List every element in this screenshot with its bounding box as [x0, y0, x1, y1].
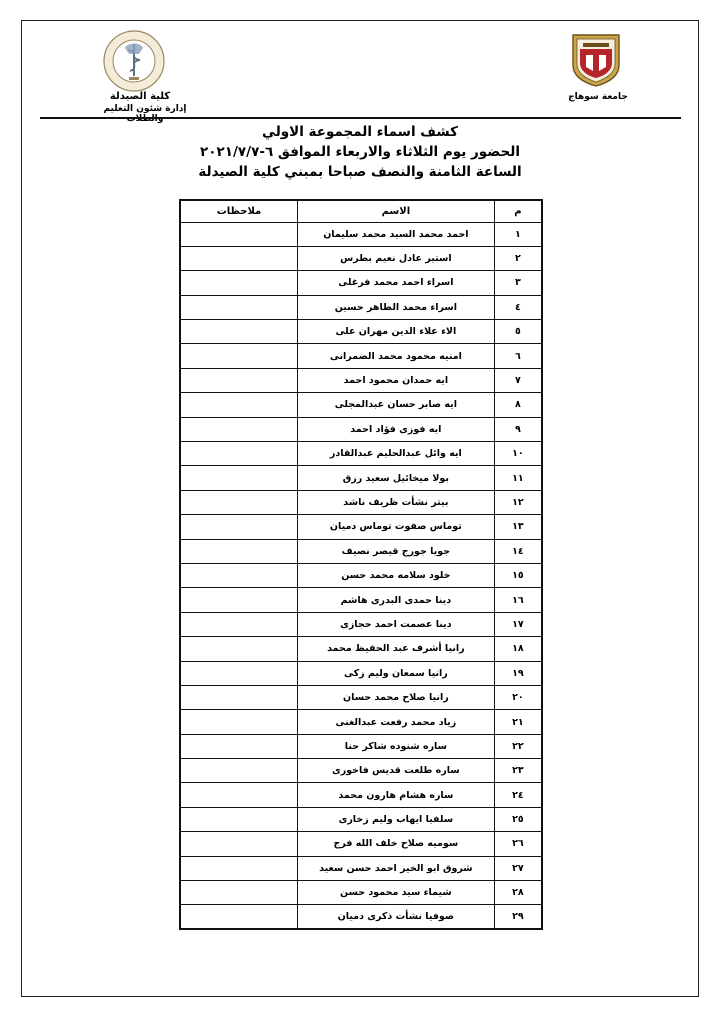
- row-number: ٢٩: [494, 905, 542, 929]
- table-row: [180, 246, 542, 270]
- notes-cell: [180, 710, 297, 734]
- university-name: جامعة سوهاج: [568, 92, 628, 102]
- notes-cell: [180, 588, 297, 612]
- student-name: دينا عصمت احمد حجازى: [297, 612, 494, 636]
- table-row: [180, 442, 542, 466]
- notes-cell: [180, 442, 297, 466]
- student-name: احمد محمد السيد محمد سليمان: [297, 222, 494, 246]
- row-number: ٢٠: [494, 685, 542, 709]
- notes-cell: [180, 807, 297, 831]
- table-row: [180, 832, 542, 856]
- table-row: [180, 466, 542, 490]
- row-number: ٤: [494, 295, 542, 319]
- table-row: [180, 539, 542, 563]
- table-row: [180, 417, 542, 441]
- row-number: ١٠: [494, 442, 542, 466]
- notes-cell: [180, 832, 297, 856]
- row-number: ٢٤: [494, 783, 542, 807]
- table-row: [180, 710, 542, 734]
- row-number: ٩: [494, 417, 542, 441]
- table-row: [180, 759, 542, 783]
- row-number: ١: [494, 222, 542, 246]
- student-name: ايه وائل عبدالحليم عبدالقادر: [297, 442, 494, 466]
- table-row: [180, 490, 542, 514]
- notes-cell: [180, 490, 297, 514]
- student-name: ايه فوزى فؤاد احمد: [297, 417, 494, 441]
- row-number: ٧: [494, 368, 542, 392]
- notes-cell: [180, 881, 297, 905]
- student-name: خلود سلامه محمد حسن: [297, 563, 494, 587]
- notes-cell: [180, 563, 297, 587]
- notes-cell: [180, 515, 297, 539]
- student-name: بولا ميخائيل سعيد رزق: [297, 466, 494, 490]
- notes-cell: [180, 759, 297, 783]
- table-row: [180, 344, 542, 368]
- notes-cell: [180, 466, 297, 490]
- faculty-name: كلية الصيدلة: [109, 91, 171, 102]
- student-name: سلفيا ايهاب وليم زخارى: [297, 807, 494, 831]
- row-number: ١٩: [494, 661, 542, 685]
- notes-cell: [180, 393, 297, 417]
- student-name: رانيا سمعان وليم زكى: [297, 661, 494, 685]
- table-row: [180, 222, 542, 246]
- sohag-university-logo: [571, 31, 621, 87]
- student-name: رانيا صلاح محمد حسان: [297, 685, 494, 709]
- table-row: [180, 734, 542, 758]
- notes-cell: [180, 783, 297, 807]
- department-name: إدارة شئون التعليم والطلاب: [103, 104, 187, 124]
- row-number: ٢٦: [494, 832, 542, 856]
- student-name: الاء علاء الدين مهران على: [297, 320, 494, 344]
- table-row: [180, 588, 542, 612]
- table-row: [180, 368, 542, 392]
- student-name: شيماء سيد محمود حسن: [297, 881, 494, 905]
- notes-cell: [180, 246, 297, 270]
- row-number: ٢٧: [494, 856, 542, 880]
- student-name: اسراء محمد الطاهر حسين: [297, 295, 494, 319]
- student-name: استير عادل نعيم بطرس: [297, 246, 494, 270]
- table-header-row: [180, 200, 542, 222]
- row-number: ٣: [494, 271, 542, 295]
- table-row: [180, 295, 542, 319]
- row-number: ١٨: [494, 637, 542, 661]
- table-row: [180, 612, 542, 636]
- student-name: رانيا أشرف عبد الحفيظ محمد: [297, 637, 494, 661]
- header-notes: ملاحظات: [180, 200, 297, 222]
- student-name: اسراء احمد محمد فرغلى: [297, 271, 494, 295]
- student-name: ايه صابر حسان عبدالمجلى: [297, 393, 494, 417]
- notes-cell: [180, 661, 297, 685]
- row-number: ٨: [494, 393, 542, 417]
- table-row: [180, 685, 542, 709]
- student-name: توماس صفوت توماس دميان: [297, 515, 494, 539]
- table-row: [180, 905, 542, 929]
- student-name: صوفيا نشأت ذكرى دميان: [297, 905, 494, 929]
- table-row: [180, 637, 542, 661]
- header-number: م: [494, 200, 542, 222]
- attendance-time-location: الساعة الثامنة والنصف صباحا بمبني كلية الصيدلة: [198, 164, 522, 180]
- notes-cell: [180, 685, 297, 709]
- table-row: [180, 271, 542, 295]
- document-title: كشف اسماء المجموعة الاولي: [262, 124, 458, 140]
- student-name: ساره طلعت قديس فاخورى: [297, 759, 494, 783]
- student-name: دينا حمدى البدرى هاشم: [297, 588, 494, 612]
- row-number: ١٥: [494, 563, 542, 587]
- notes-cell: [180, 856, 297, 880]
- student-name: جويا جورج قيصر نصيف: [297, 539, 494, 563]
- student-name: ساره هشام هارون محمد: [297, 783, 494, 807]
- row-number: ١١: [494, 466, 542, 490]
- row-number: ٢٥: [494, 807, 542, 831]
- notes-cell: [180, 905, 297, 929]
- header-name: الاسم: [297, 200, 494, 222]
- table-row: [180, 393, 542, 417]
- notes-cell: [180, 637, 297, 661]
- row-number: ٢١: [494, 710, 542, 734]
- row-number: ١٣: [494, 515, 542, 539]
- table-row: [180, 661, 542, 685]
- notes-cell: [180, 344, 297, 368]
- table-row: [180, 783, 542, 807]
- notes-cell: [180, 320, 297, 344]
- table-row: [180, 856, 542, 880]
- table-row: [180, 563, 542, 587]
- student-name: ايه حمدان محمود احمد: [297, 368, 494, 392]
- student-name: زياد محمد رفعت عبدالغنى: [297, 710, 494, 734]
- table-row: [180, 515, 542, 539]
- student-name: بيتر نشأت ظريف ناشد: [297, 490, 494, 514]
- header-divider: [40, 117, 681, 119]
- row-number: ١٢: [494, 490, 542, 514]
- notes-cell: [180, 612, 297, 636]
- attendance-date: الحضور يوم الثلاثاء والاربعاء الموافق ٦-٢٠٢١/٧/٧: [200, 144, 520, 160]
- student-name: سوميه صلاح خلف الله فرج: [297, 832, 494, 856]
- student-name: امنيه محمود محمد الضمرانى: [297, 344, 494, 368]
- row-number: ٢٨: [494, 881, 542, 905]
- row-number: ٥: [494, 320, 542, 344]
- notes-cell: [180, 734, 297, 758]
- table-body: [180, 222, 542, 929]
- notes-cell: [180, 295, 297, 319]
- notes-cell: [180, 368, 297, 392]
- notes-cell: [180, 417, 297, 441]
- table-row: [180, 320, 542, 344]
- notes-cell: [180, 539, 297, 563]
- row-number: ١٦: [494, 588, 542, 612]
- row-number: ٢: [494, 246, 542, 270]
- notes-cell: [180, 222, 297, 246]
- student-name: شروق ابو الخير احمد حسن سعيد: [297, 856, 494, 880]
- row-number: ١٧: [494, 612, 542, 636]
- row-number: ١٤: [494, 539, 542, 563]
- table-row: [180, 881, 542, 905]
- table-row: [180, 807, 542, 831]
- notes-cell: [180, 271, 297, 295]
- clinical-pharmacy-logo: [103, 30, 165, 92]
- students-table: [179, 199, 543, 930]
- student-name: ساره شنوده شاكر حنا: [297, 734, 494, 758]
- row-number: ٦: [494, 344, 542, 368]
- row-number: ٢٢: [494, 734, 542, 758]
- row-number: ٢٣: [494, 759, 542, 783]
